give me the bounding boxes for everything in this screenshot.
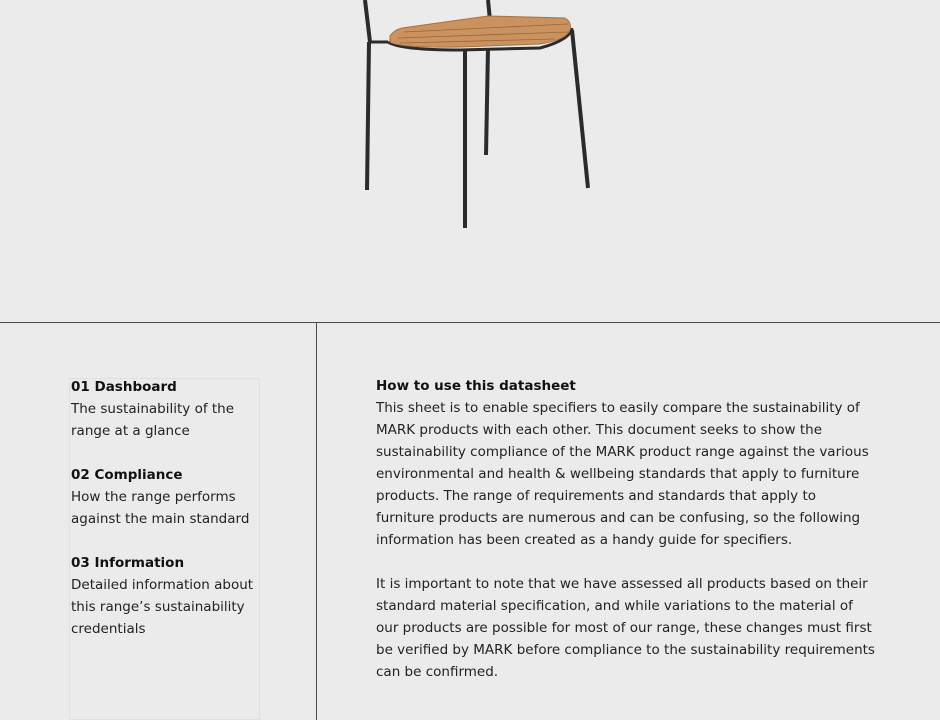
toc-heading: 01 Dashboard	[71, 379, 177, 395]
product-hero	[0, 0, 940, 322]
toc-description: The sustainability of the range at a glance	[71, 401, 235, 439]
table-of-contents	[69, 378, 260, 720]
toc-heading: 02 Compliance	[71, 467, 183, 483]
chair-product-image	[340, 0, 610, 240]
toc-item-dashboard[interactable]	[71, 376, 259, 442]
datasheet-intro	[376, 375, 876, 705]
toc-item-information[interactable]	[71, 552, 259, 640]
toc-item-compliance[interactable]	[71, 464, 259, 530]
toc-description: How the range performs against the main standard	[71, 489, 250, 527]
horizontal-divider	[0, 322, 940, 323]
intro-paragraph: This sheet is to enable specifiers to easily compare the sustainability of MARK products with each other. This document seeks to show the sustainability compliance of the MARK product range against the various environmental and health & wellbeing standards that apply to furniture products. The range of requirements and standards that apply to furniture products are numerous and can be confusing, so the following information has been created as a handy guide for specifiers.	[376, 400, 869, 548]
note-paragraph: It is important to note that we have assessed all products based on their standard material specification, and while variations to the material of our products are possible for most of our range, these changes must first be verified by MARK before compliance to the sustainability requirements can be confirmed.	[376, 576, 875, 680]
toc-heading: 03 Information	[71, 555, 185, 571]
toc-description: Detailed information about this range’s sustainability credentials	[71, 577, 254, 637]
intro-heading: How to use this datasheet	[376, 378, 576, 394]
vertical-divider	[316, 322, 317, 720]
